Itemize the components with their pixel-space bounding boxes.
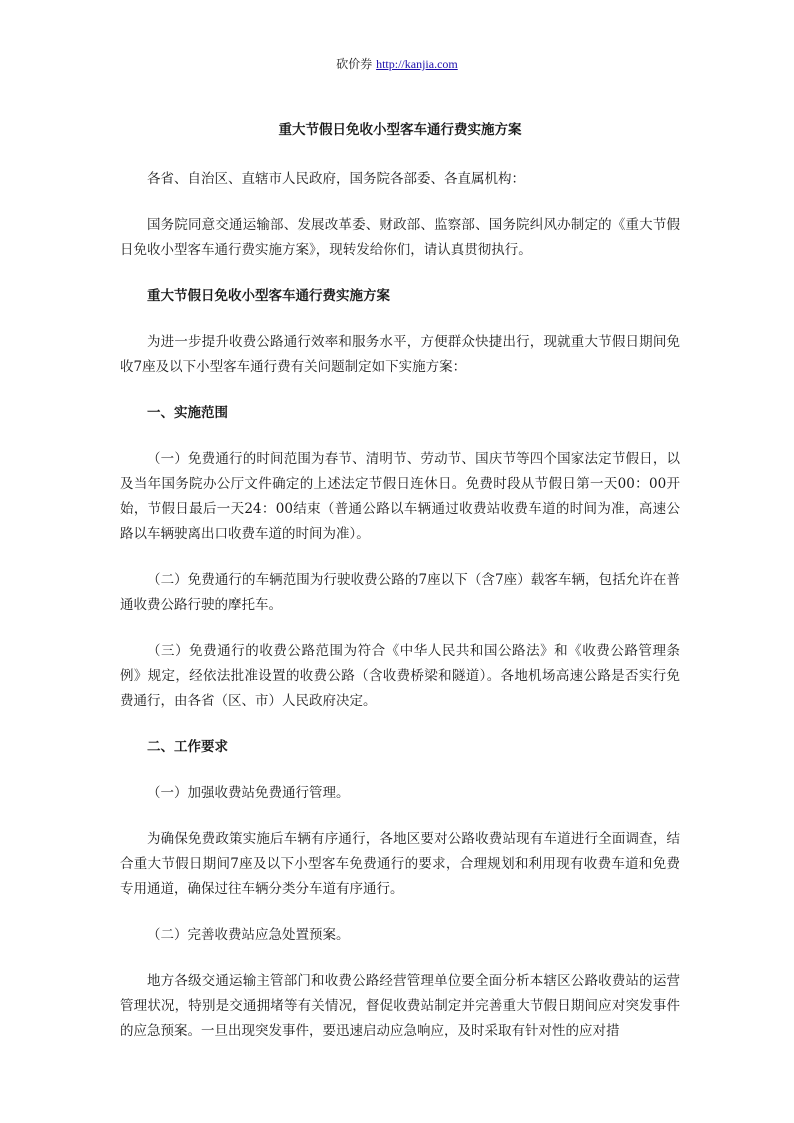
forwarding-notice: 国务院同意交通运输部、发展改革委、财政部、监察部、国务院纠风办制定的《重大节假日免收小型客车通行费实施方案》，现转发给你们，请认真贯彻执行。	[120, 217, 680, 258]
scope-road-paragraph: （三）免费通行的收费公路范围为符合《中华人民共和国公路法》和《收费公路管理条例》规定，经依法批准设置的收费公路（含收费桥梁和隧道）。各地机场高速公路是否实行免费通行，由各省（区、市）人民政府决定。	[120, 643, 680, 709]
section-title: 重大节假日免收小型客车通行费实施方案	[147, 288, 390, 304]
site-link[interactable]: http://kanjia.com	[376, 57, 458, 71]
document-body	[120, 118, 680, 1065]
heading-requirements: 二、工作要求	[147, 739, 228, 755]
toll-management-paragraph: 为确保免费政策实施后车辆有序通行，各地区要对公路收费站现有车道进行全面调查，结合重大节假日期间7座及以下小型客车免费通行的要求，合理规划和利用现有收费车道和免费专用通道，确保过往车辆分类分车道有序通行。	[120, 831, 680, 897]
page-header	[0, 56, 794, 72]
site-name: 砍价券	[336, 57, 373, 71]
intro-paragraph: 为进一步提升收费公路通行效率和服务水平，方便群众快捷出行，现就重大节假日期间免收7座及以下小型客车通行费有关问题制定如下实施方案：	[120, 334, 680, 375]
salutation: 各省、自治区、直辖市人民政府，国务院各部委、各直属机构：	[147, 171, 525, 187]
document-title: 重大节假日免收小型客车通行费实施方案	[278, 122, 522, 138]
subheading-emergency-plan: （二）完善收费站应急处置预案。	[147, 927, 350, 943]
scope-vehicle-paragraph: （二）免费通行的车辆范围为行驶收费公路的7座以下（含7座）载客车辆，包括允许在普通收费公路行驶的摩托车。	[120, 572, 680, 613]
heading-scope: 一、实施范围	[147, 405, 228, 421]
scope-time-paragraph: （一）免费通行的时间范围为春节、清明节、劳动节、国庆节等四个国家法定节假日，以及当年国务院办公厅文件确定的上述法定节假日连休日。免费时段从节假日第一天00：00开始，节假日最后一天24：00结束（普通公路以车辆通过收费站收费车道的时间为准，高速公路以车辆驶离出口收费车道的时间为准）。	[120, 451, 680, 542]
subheading-toll-management: （一）加强收费站免费通行管理。	[147, 785, 350, 801]
emergency-plan-paragraph: 地方各级交通运输主管部门和收费公路经营管理单位要全面分析本辖区公路收费站的运营管理状况，特别是交通拥堵等有关情况，督促收费站制定并完善重大节假日期间应对突发事件的应急预案。一旦出现突发事件，要迅速启动应急响应，及时采取有针对性的应对措	[120, 973, 680, 1039]
